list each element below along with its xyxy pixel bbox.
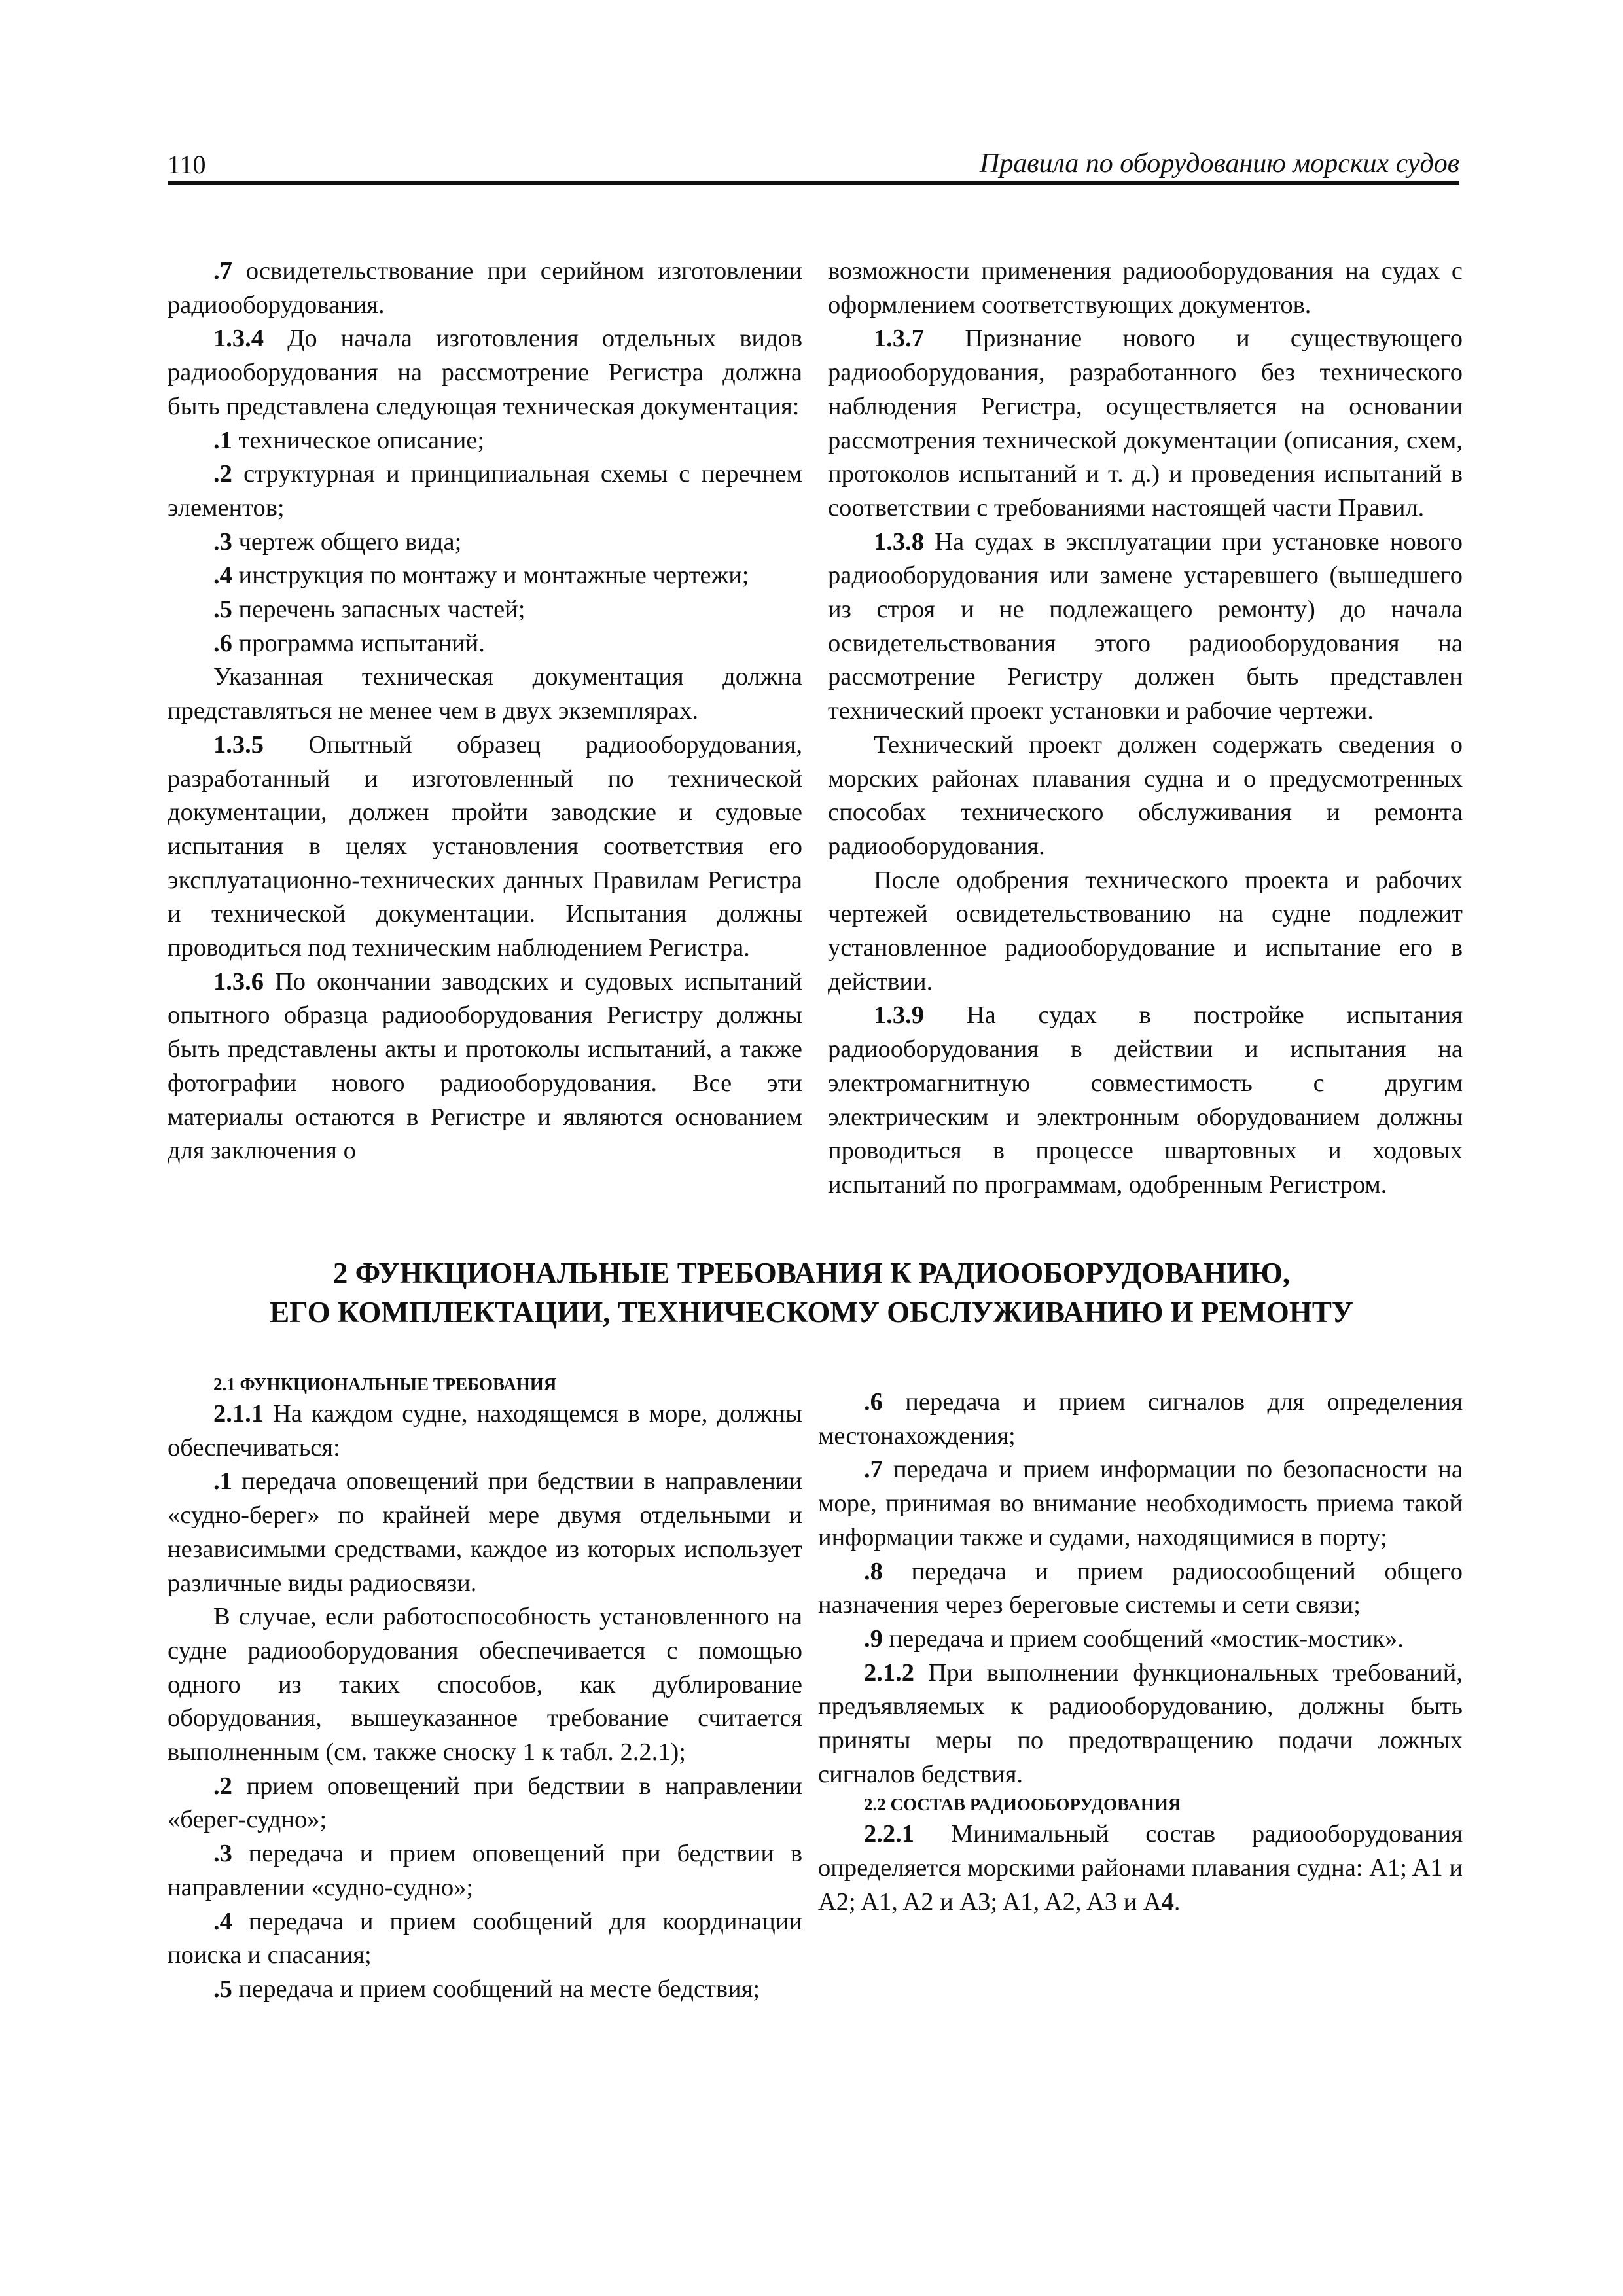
paragraph: [168, 627, 802, 661]
clause-number: .3: [213, 528, 232, 556]
paragraph: [168, 424, 802, 458]
bottom-left-paragraphs: [168, 1397, 802, 2007]
clause-number: .4: [213, 1907, 232, 1935]
paragraph: [818, 1453, 1463, 1554]
section-title: [131, 1253, 1492, 1332]
paragraph: [168, 526, 802, 560]
paragraph-text: структурная и принципиальная схемы с перечнем элементов;: [168, 460, 802, 522]
paragraph-text: передача оповещений при бедствии в направлении «судно-берег» по крайней мере двумя отдельными и независимыми средствами, каждое из которых использует различные виды радиосвязи.: [168, 1467, 802, 1597]
clause-number: 1.3.5: [213, 730, 264, 759]
paragraph-text-bold: 4: [1161, 1888, 1174, 1916]
paragraph-text: передача и прием сообщений для координации поиска и спасания;: [168, 1907, 802, 1969]
paragraph-text: передача и прием информации по безопасности на море, принимая во внимание необходимость приема такой информации также и судами, находящимися в порту;: [818, 1456, 1463, 1551]
clause-number: 1.3.4: [213, 325, 264, 353]
clause-number: .2: [213, 460, 232, 488]
paragraph-text: Опытный образец радиооборудования, разработанный и изготовленный по технической документации, должен пройти заводские и судовые испытания в целях установления соответствия его эксплуатационно-технических данных Правилам Регистра и технической документации. Испытания должны проводиться под техническим наблюдением Регистра.: [168, 730, 802, 962]
paragraph: [168, 660, 802, 728]
paragraph: [818, 1818, 1463, 1919]
paragraph: [168, 1905, 802, 1973]
paragraph-text: После одобрения технического проекта и рабочих чертежей освидетельствованию на судне подлежит установленное радиооборудование и испытание его в действии.: [828, 866, 1463, 996]
paragraph: [168, 1600, 802, 1770]
bottom-right-paragraphs-after: [818, 1818, 1463, 1919]
clause-number: 1.3.6: [213, 967, 264, 996]
paragraph: [168, 322, 802, 423]
paragraph-text: Признание нового и существующего радиооборудования, разработанного без технического наблюдения Регистра, осуществляется на основании рассмотрения технической документации (описания, схем, протоколов испытаний и т. д.) и проведения испытаний в соответствии с требованиями настоящей части Правил.: [828, 325, 1463, 522]
paragraph-text: передача и прием сигналов для определения местонахождения;: [818, 1388, 1463, 1450]
clause-number: .6: [864, 1388, 883, 1416]
paragraph: [818, 1657, 1463, 1792]
paragraph-text: техническое описание;: [232, 426, 485, 454]
paragraph: [168, 1837, 802, 1905]
top-left-column: [168, 255, 802, 1168]
paragraph-text: В случае, если работоспособность установленного на судне радиооборудования обеспечивается с помощью одного из таких способов, как дублирование оборудования, вышеуказанное требование считается выполненным (см. также сноску 1 к табл. 2.2.1);: [168, 1603, 802, 1767]
bottom-right-paragraphs: [818, 1386, 1463, 1791]
clause-number: 1.3.9: [874, 1001, 924, 1030]
paragraph-text: прием оповещений при бедствии в направлении «берег-судно»;: [168, 1772, 802, 1834]
paragraph: [828, 864, 1463, 999]
paragraph: [168, 559, 802, 593]
clause-number: .1: [213, 426, 232, 454]
clause-number: .1: [213, 1467, 232, 1496]
top-right-column: [828, 255, 1463, 1202]
paragraph: [818, 1623, 1463, 1657]
paragraph-text: Минимальный состав радиооборудования определяется морскими районами плавания судна: A1; A1 и A2; A1, A2 и A3; A1, A2, A3 и A: [818, 1820, 1463, 1916]
paragraph-text: При выполнении функциональных требований, предъявляемых к радиооборудованию, должны быть приняты меры по предотвращению подачи ложных сигналов бедствия.: [818, 1659, 1463, 1788]
paragraph-text: По окончании заводских и судовых испытаний опытного образца радиооборудования Регистру должны быть представлены акты и протоколы испытаний, а также фотографии нового радиооборудования. Все эти материалы остаются в Регистре и являются основанием для заключения о: [168, 967, 802, 1165]
running-title: Правила по оборудованию морских судов: [979, 149, 1459, 179]
paragraph: [828, 255, 1463, 322]
paragraph: [168, 1770, 802, 1837]
paragraph: [168, 1465, 802, 1600]
clause-number: .9: [864, 1624, 883, 1653]
paragraph: [168, 965, 802, 1168]
paragraph-text: На судах в постройке испытания радиооборудования в действии и испытания на электромагнитную совместимость с другим электрическим и электронным оборудованием должны проводиться в процессе швартовных и ходовых испытаний по программам, одобренным Регистром.: [828, 1001, 1463, 1198]
paragraph: [168, 255, 802, 322]
clause-number: .7: [864, 1456, 883, 1484]
paragraph-text: чертеж общего вида;: [232, 528, 462, 556]
clause-number: 2.1.1: [213, 1400, 264, 1427]
paragraph-text: Указанная техническая документация должна представляться не менее чем в двух экземплярах.: [168, 663, 802, 725]
subheading-functional-requirements: 2.1 ФУНКЦИОНАЛЬНЫЕ ТРЕБОВАНИЯ: [213, 1374, 557, 1394]
paragraph-text: инструкция по монтажу и монтажные чертежи;: [232, 562, 749, 590]
section-title-line-2: ЕГО КОМПЛЕКТАЦИИ, ТЕХНИЧЕСКОМУ ОБСЛУЖИВАНИЮ И РЕМОНТУ: [270, 1296, 1353, 1329]
clause-number: 2.2.1: [864, 1820, 914, 1848]
clause-number: .2: [213, 1772, 232, 1800]
section-title-line-1: 2 ФУНКЦИОНАЛЬНЫЕ ТРЕБОВАНИЯ К РАДИООБОРУДОВАНИЮ,: [332, 1257, 1291, 1289]
clause-number: .6: [213, 629, 232, 657]
paragraph: [168, 728, 802, 965]
paragraph-text: передача и прием оповещений при бедствии в направлении «судно-судно»;: [168, 1840, 802, 1901]
paragraph-text: передача и прием сообщений «мостик-мостик».: [882, 1624, 1404, 1653]
clause-number: .5: [213, 1975, 232, 2003]
clause-number: 2.1.2: [864, 1659, 914, 1687]
paragraph-text: перечень запасных частей;: [232, 596, 526, 624]
paragraph-text: возможности применения радиооборудования на судах с оформлением соответствующих документов.: [828, 257, 1463, 319]
paragraph: [828, 999, 1463, 1202]
paragraph: [828, 728, 1463, 864]
paragraph: [828, 322, 1463, 525]
paragraph: [168, 593, 802, 627]
paragraph-text: программа испытаний.: [232, 629, 485, 657]
paragraph-text: До начала изготовления отдельных видов радиооборудования на рассмотрение Регистра должна быть представлена следующая техническая документация:: [168, 325, 802, 420]
paragraph: [818, 1555, 1463, 1623]
paragraph: [168, 1973, 802, 2007]
paragraph-text: Технический проект должен содержать сведения о морских районах плавания судна и о предусмотренных способах технического обслуживания и ремонта радиооборудования.: [828, 730, 1463, 860]
clause-number: .5: [213, 596, 232, 624]
clause-number: 1.3.8: [874, 528, 924, 556]
bottom-left-column: [168, 1371, 802, 2007]
paragraph: [818, 1386, 1463, 1453]
page-number: 110: [168, 150, 206, 179]
paragraph-text: На судах в эксплуатации при установке нового радиооборудования или замене устаревшего (вышедшего из строя и не подлежащего ремонту) до начала освидетельствования этого радиооборудования на рассмотрение Регистру должен быть представлен технический проект установки и рабочие чертежи.: [828, 528, 1463, 725]
paragraph: [168, 1397, 802, 1465]
subheading-radio-equipment: 2.2 СОСТАВ РАДИООБОРУДОВАНИЯ: [864, 1795, 1181, 1815]
clause-number: .8: [864, 1557, 883, 1585]
paragraph-text: передача и прием радиосообщений общего назначения через береговые системы и сети связи;: [818, 1557, 1463, 1619]
clause-number: .3: [213, 1840, 232, 1868]
paragraph: [168, 457, 802, 525]
paragraph-text: освидетельствование при серийном изготовлении радиооборудования.: [168, 257, 802, 319]
paragraph: [828, 526, 1463, 728]
header-rule: [168, 181, 1459, 185]
paragraph-text: передача и прием сообщений на месте бедствия;: [232, 1975, 760, 2003]
clause-number: .4: [213, 562, 232, 590]
clause-number: .7: [213, 257, 232, 285]
paragraph-text: На каждом судне, находящемся в море, должны обеспечиваться:: [168, 1400, 802, 1462]
paragraph-text-end: .: [1173, 1888, 1181, 1916]
clause-number: 1.3.7: [874, 325, 924, 353]
bottom-right-column: [818, 1386, 1463, 1920]
